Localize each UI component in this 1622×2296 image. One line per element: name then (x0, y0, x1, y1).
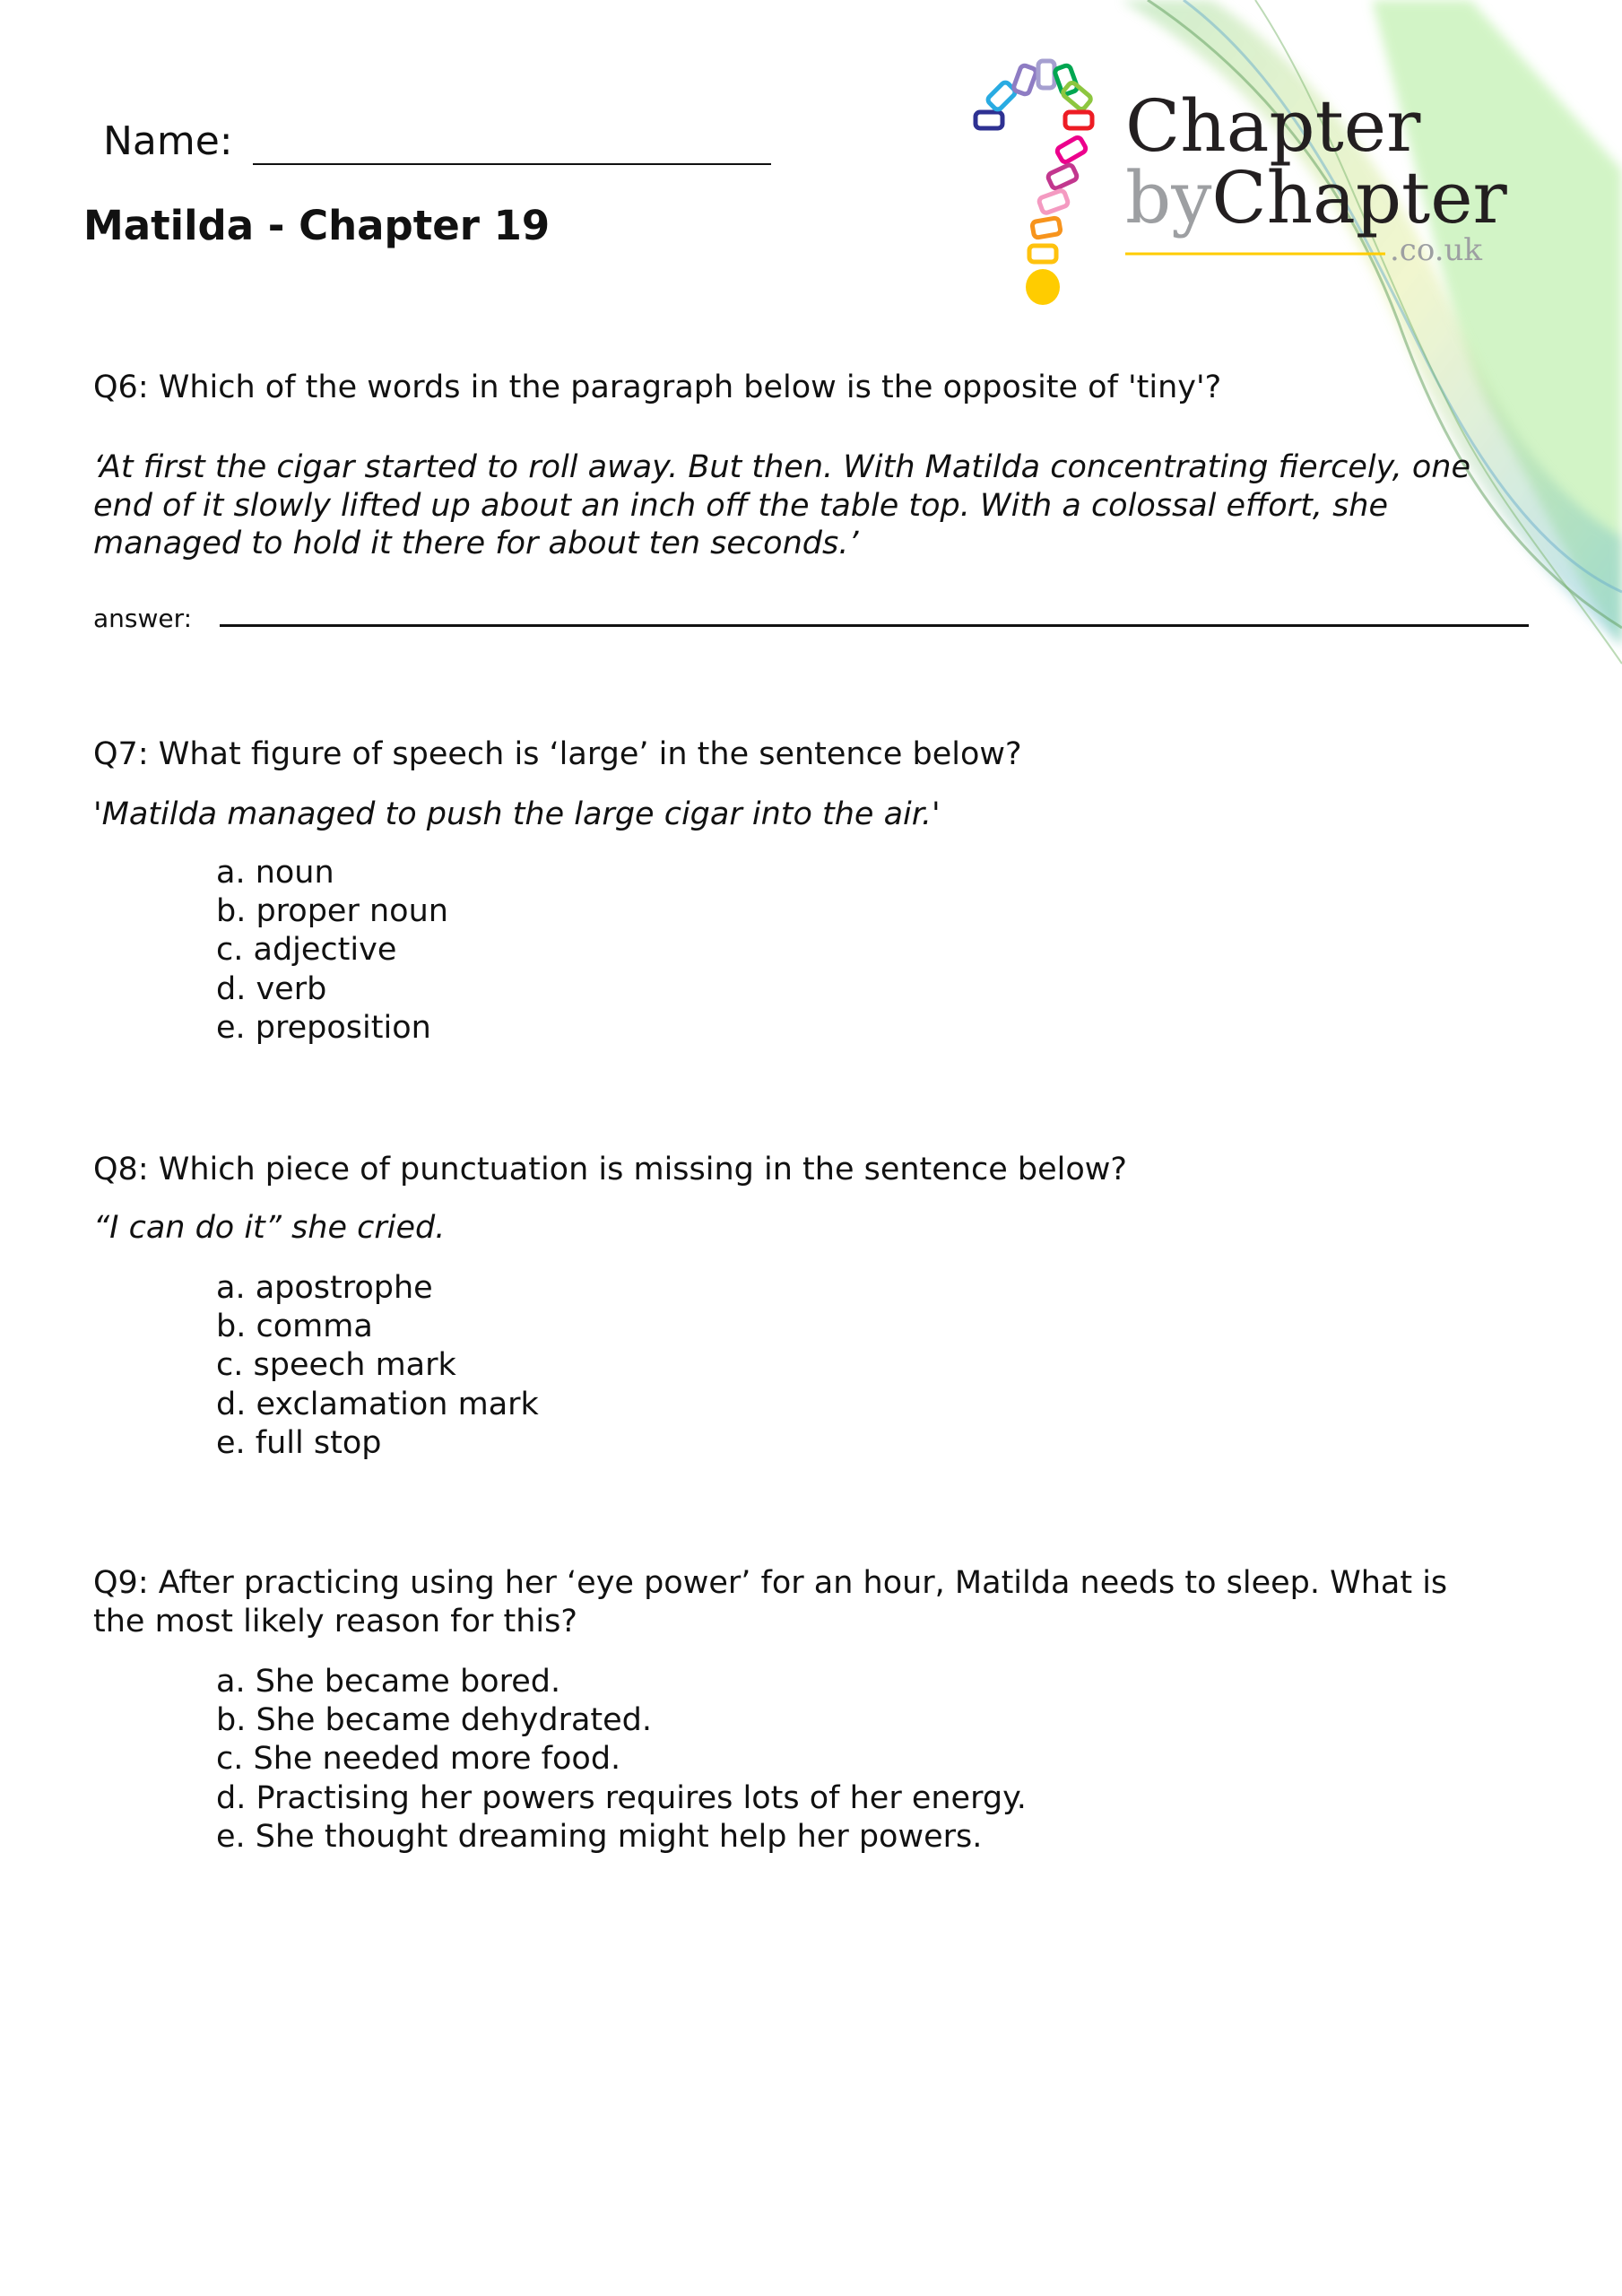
answer-label: answer: (93, 604, 193, 633)
q6-quote-line: ‘At first the cigar started to roll away. But then. With Matilda concentrating fiercely, one (93, 449, 1470, 485)
q9-option[interactable]: a. She became bored. (216, 1664, 561, 1700)
book-question-mark-icon (976, 61, 1092, 305)
q8-sentence: “I can do it” she cried. (93, 1210, 446, 1246)
q7-option[interactable]: e. preposition (216, 1010, 431, 1046)
svg-text:byChapter (1125, 156, 1508, 239)
q8-option[interactable]: a. apostrophe (216, 1270, 433, 1306)
answer-input-line[interactable] (220, 624, 1529, 627)
name-label: Name: (103, 118, 233, 164)
q7-sentence: 'Matilda managed to push the large cigar into the air.' (93, 796, 941, 832)
q7-option[interactable]: a. noun (216, 855, 334, 891)
q9-option[interactable]: b. She became dehydrated. (216, 1702, 653, 1738)
q8-option[interactable]: c. speech mark (216, 1347, 456, 1383)
q6-quote-line: managed to hold it there for about ten seconds.’ (93, 526, 859, 561)
q8-option[interactable]: b. comma (216, 1309, 373, 1344)
q7-option[interactable]: c. adjective (216, 932, 397, 968)
q6-quote-line: end of it slowly lifted up about an inch off the table top. With a colossal effort, she (93, 488, 1389, 524)
chapter-by-chapter-logo (968, 52, 1542, 312)
logo-text-by: by (1125, 156, 1212, 239)
q8-option[interactable]: d. exclamation mark (216, 1387, 539, 1422)
q8-option[interactable]: e. full stop (216, 1425, 382, 1461)
logo-text-chapter-2: Chapter (1211, 156, 1507, 239)
name-input-line[interactable] (253, 163, 771, 165)
q6-question: Q6: Which of the words in the paragraph below is the opposite of 'tiny'? (93, 370, 1222, 405)
q9-option[interactable]: d. Practising her powers requires lots of her energy. (216, 1780, 1027, 1816)
page-title: Matilda - Chapter 19 (83, 202, 551, 249)
q7-option[interactable]: d. verb (216, 971, 327, 1007)
logo-text-chapter: Chapter (1125, 84, 1421, 168)
q9-question-line: the most likely reason for this? (93, 1604, 577, 1639)
q9-option[interactable]: c. She needed more food. (216, 1741, 621, 1777)
q9-question-line: Q9: After practicing using her ‘eye power’ for an hour, Matilda needs to sleep. What is (93, 1565, 1448, 1601)
q8-question: Q8: Which piece of punctuation is missing in the sentence below? (93, 1152, 1127, 1187)
logo-text-domain: .co.uk (1390, 232, 1483, 268)
q9-option[interactable]: e. She thought dreaming might help her powers. (216, 1819, 983, 1855)
q7-option[interactable]: b. proper noun (216, 893, 448, 929)
q7-question: Q7: What figure of speech is ‘large’ in the sentence below? (93, 736, 1022, 772)
